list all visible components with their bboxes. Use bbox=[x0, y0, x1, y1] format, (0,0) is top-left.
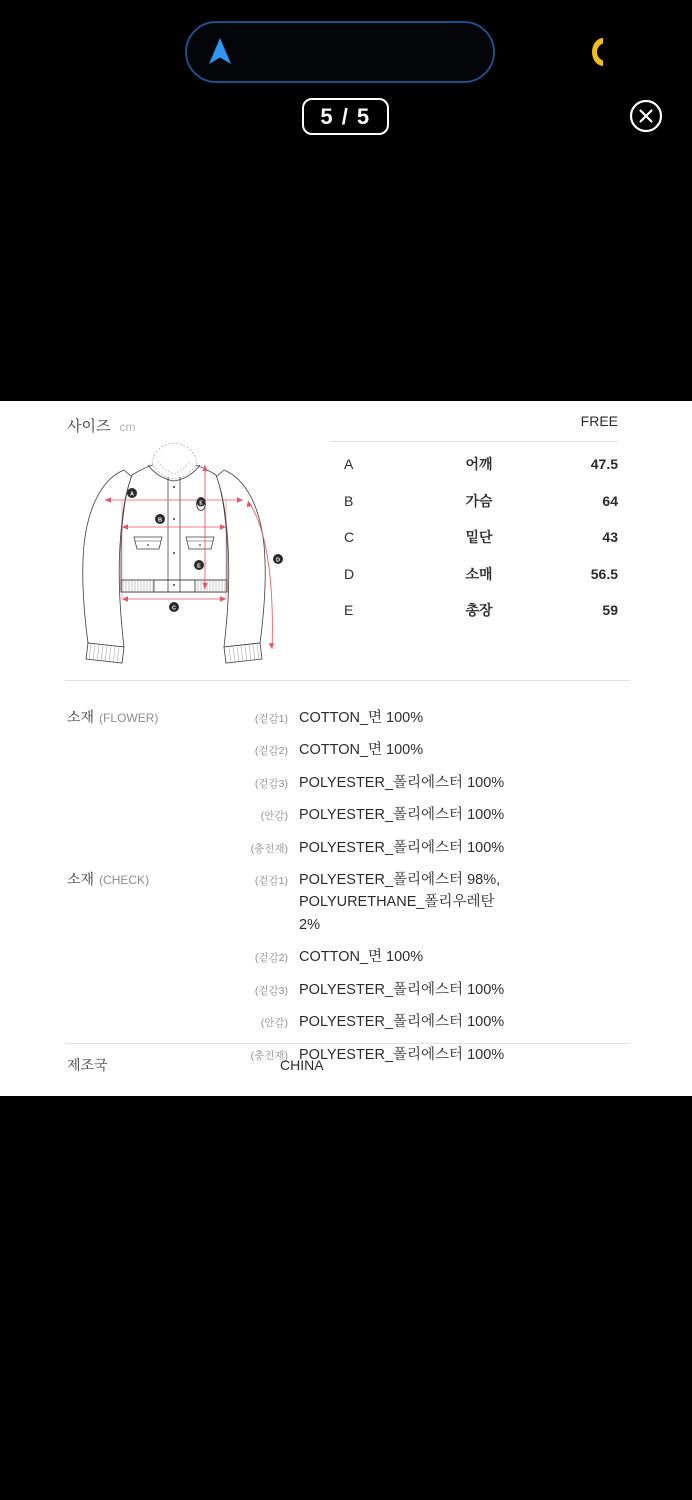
size-title: 사이즈 bbox=[67, 418, 111, 435]
svg-text:C: C bbox=[171, 605, 177, 612]
size-column-header: FREE bbox=[580, 413, 618, 429]
list-item bbox=[230, 946, 650, 968]
svg-text:A: A bbox=[129, 491, 135, 498]
list-item bbox=[230, 979, 650, 1001]
size-table-rule bbox=[330, 441, 618, 442]
size-row-part: 가슴 bbox=[465, 492, 493, 509]
svg-text:D: D bbox=[275, 557, 281, 564]
material-composition: POLYESTER_폴리에스터 100% bbox=[299, 839, 505, 856]
list-item bbox=[230, 772, 650, 794]
material-tag: (겉감3) bbox=[254, 984, 288, 997]
material-label-en: (CHECK) bbox=[99, 873, 150, 887]
material-composition: POLYESTER_폴리에스터 100% bbox=[299, 981, 505, 998]
size-table bbox=[330, 413, 618, 629]
size-unit: cm bbox=[119, 420, 136, 434]
list-item bbox=[230, 869, 650, 936]
svg-text:B: B bbox=[157, 517, 163, 524]
material-rows-flower bbox=[230, 707, 650, 869]
page-indicator: 5 / 5 bbox=[302, 98, 389, 135]
list-item bbox=[230, 739, 650, 761]
material-composition: COTTON_면 100% bbox=[299, 742, 424, 759]
material-composition: POLYESTER_폴리에스터 100% bbox=[299, 1014, 505, 1031]
size-row-part: 밑단 bbox=[465, 529, 493, 546]
material-label-ko: 소재 bbox=[67, 871, 95, 887]
material-composition: COTTON_면 100% bbox=[299, 949, 424, 966]
material-rows-check bbox=[230, 869, 650, 1076]
size-row-part: 소매 bbox=[465, 565, 493, 582]
material-tag: (충전재) bbox=[250, 1049, 288, 1062]
list-item bbox=[230, 707, 650, 729]
material-label-ko: 소재 bbox=[67, 709, 95, 725]
material-tag: (안감) bbox=[260, 1017, 288, 1030]
svg-text:E: E bbox=[197, 563, 201, 570]
list-item bbox=[230, 1011, 650, 1033]
material-composition: POLYESTER_폴리에스터 100% bbox=[299, 774, 505, 791]
size-row-code: D bbox=[344, 565, 355, 582]
jacket-measurement-diagram bbox=[62, 437, 302, 667]
table-row bbox=[330, 556, 618, 593]
size-row-code: B bbox=[344, 492, 354, 509]
origin-label: 제조국 bbox=[67, 1057, 108, 1073]
navigation-arrow-icon bbox=[207, 37, 233, 67]
size-row-value: 59 bbox=[602, 602, 618, 619]
list-item bbox=[230, 804, 650, 826]
product-detail-sheet bbox=[0, 401, 692, 1096]
material-tag: (겉감3) bbox=[254, 777, 288, 790]
material-tag: (겉감2) bbox=[254, 745, 288, 758]
table-row bbox=[330, 519, 618, 556]
size-row-code: A bbox=[344, 456, 354, 473]
material-label-flower bbox=[67, 707, 158, 727]
size-row-code: E bbox=[344, 602, 354, 619]
top-overlay-bar bbox=[0, 0, 692, 160]
size-row-value: 47.5 bbox=[590, 456, 618, 473]
table-row bbox=[330, 446, 618, 483]
size-row-code: C bbox=[344, 529, 355, 546]
svg-text:E: E bbox=[199, 500, 203, 507]
search-pill[interactable] bbox=[185, 21, 495, 83]
size-row-value: 43 bbox=[602, 529, 618, 546]
table-row bbox=[330, 592, 618, 629]
material-label-check bbox=[67, 869, 149, 889]
size-row-part: 어깨 bbox=[465, 456, 493, 473]
material-label-en: (FLOWER) bbox=[99, 711, 159, 725]
list-item bbox=[230, 837, 650, 859]
material-composition: POLYESTER_폴리에스터 100% bbox=[299, 807, 505, 824]
material-composition: POLYESTER_폴리에스터 98%, POLYURETHANE_폴리우레탄 2% bbox=[299, 872, 501, 933]
divider-material bbox=[65, 680, 630, 681]
material-tag: (안감) bbox=[260, 810, 288, 823]
origin-value: CHINA bbox=[280, 1057, 324, 1073]
material-tag: (충전재) bbox=[250, 842, 288, 855]
size-row-value: 56.5 bbox=[590, 565, 618, 582]
size-section-header bbox=[67, 415, 135, 436]
size-row-part: 총장 bbox=[465, 602, 493, 619]
yellow-partial-icon bbox=[592, 38, 603, 66]
material-tag: (겉감1) bbox=[254, 713, 288, 725]
material-composition: COTTON_면 100% bbox=[299, 710, 424, 726]
divider-origin bbox=[65, 1043, 630, 1044]
close-circle-icon[interactable] bbox=[629, 99, 663, 133]
material-tag: (겉감1) bbox=[254, 875, 288, 887]
size-row-value: 64 bbox=[602, 492, 618, 509]
table-row bbox=[330, 483, 618, 520]
material-tag: (겉감2) bbox=[254, 952, 288, 965]
material-composition: POLYESTER_폴리에스터 100% bbox=[299, 1046, 505, 1063]
